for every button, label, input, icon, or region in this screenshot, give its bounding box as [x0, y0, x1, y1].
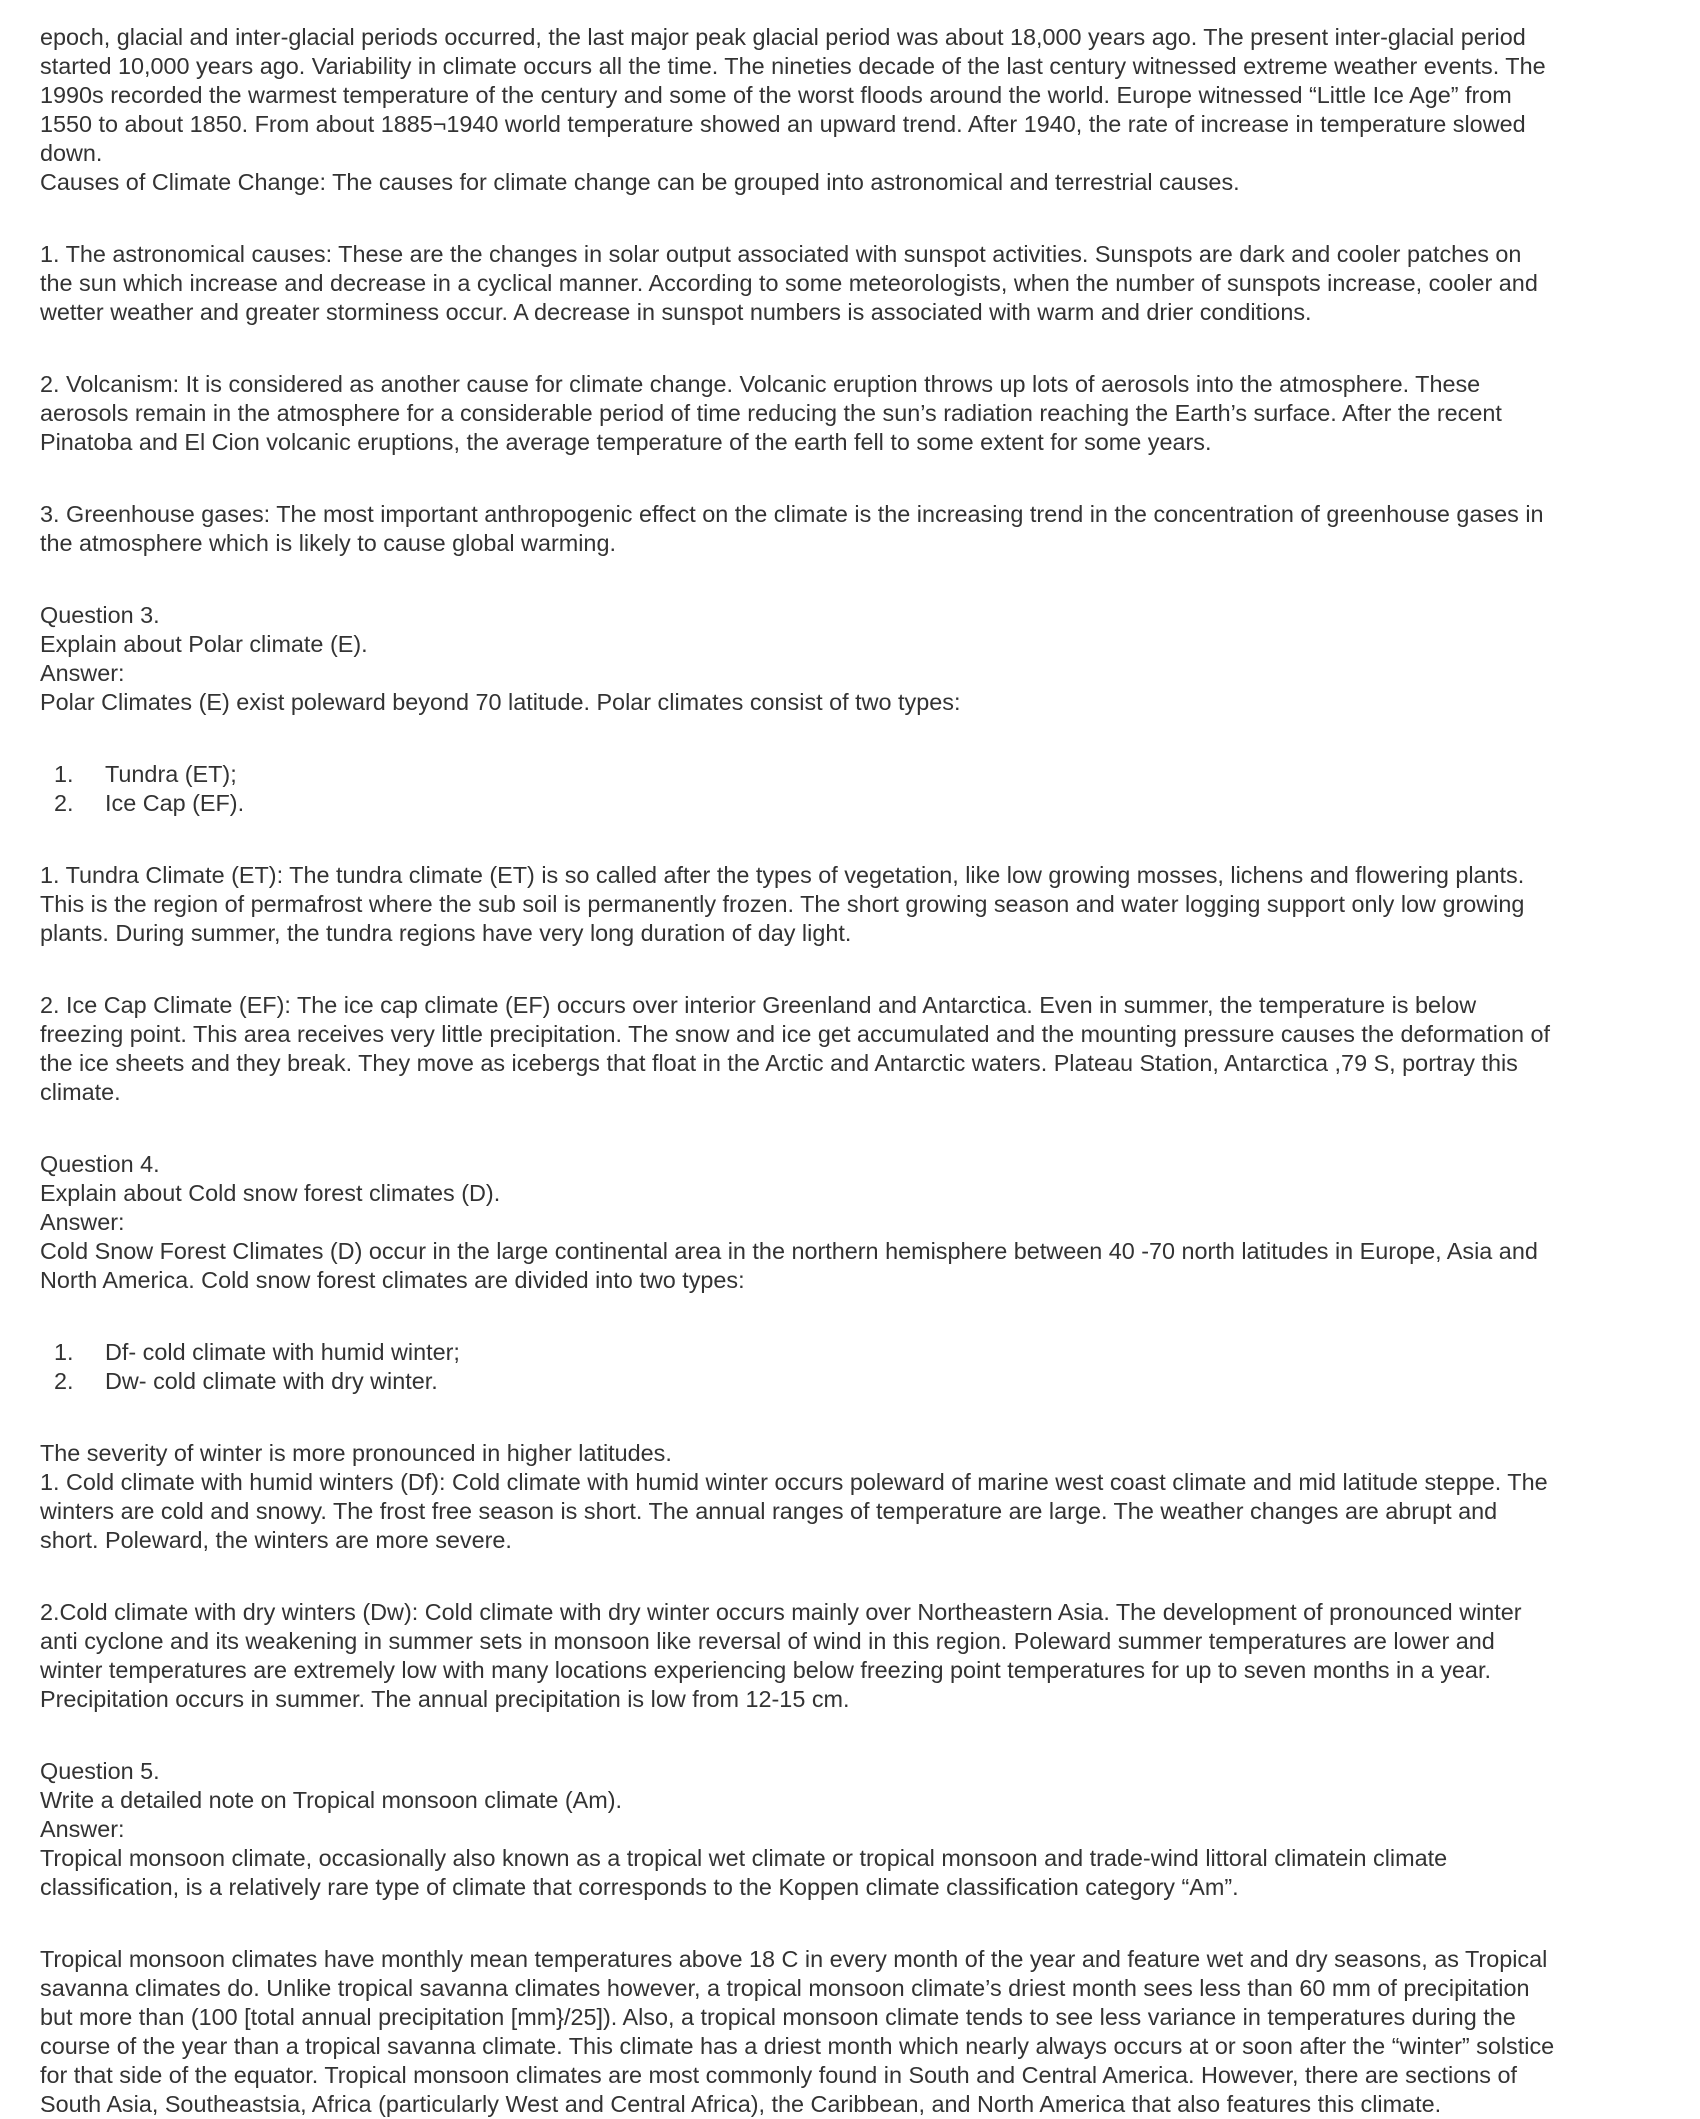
text-line: 3. Greenhouse gases: The most important anthropogenic effect on the climate is the increasing trend in the concentration of greenhouse gases in	[40, 501, 1544, 527]
list-item-marker: 1.	[54, 1339, 74, 1365]
text-line: classification, is a relatively rare type of climate that corresponds to the Koppen climate classification category “Am”.	[40, 1874, 1239, 1900]
text-line: down.	[40, 140, 103, 166]
greenhouse-gases-paragraph	[40, 500, 1660, 558]
text-line: Answer:	[40, 1816, 125, 1842]
text-line: Answer:	[40, 1209, 125, 1235]
list-item-text: Dw- cold climate with dry winter.	[105, 1368, 438, 1394]
text-line: the sun which increase and decrease in a cyclical manner. According to some meteorologists, when the number of sunspots increase, cooler and	[40, 270, 1538, 296]
dry-winter-paragraph	[40, 1598, 1660, 1714]
polar-climate-types-list	[40, 760, 1660, 818]
text-line: This is the region of permafrost where the sub soil is permanently frozen. The short growing season and water logging support only low growing	[40, 891, 1525, 917]
text-line: Tropical monsoon climate, occasionally also known as a tropical wet climate or tropical monsoon and trade-wind littoral climatein climate	[40, 1845, 1448, 1871]
text-line: 1. Cold climate with humid winters (Df): Cold climate with humid winter occurs poleward of marine west coast climate and mid latitude steppe. The	[40, 1469, 1548, 1495]
text-line: 2.Cold climate with dry winters (Dw): Cold climate with dry winter occurs mainly over Northeastern Asia. The development of pronounced winter	[40, 1599, 1522, 1625]
text-line: Write a detailed note on Tropical monsoon climate (Am).	[40, 1787, 623, 1813]
text-line: the ice sheets and they break. They move as icebergs that float in the Arctic and Antarctic waters. Plateau Station, Antarctica ,79 S, portray this	[40, 1050, 1518, 1076]
list-item	[40, 1367, 1660, 1396]
text-line: South Asia, Southeastsia, Africa (particularly West and Central Africa), the Caribbean, and North America that also features this climate.	[40, 2091, 1442, 2117]
list-item-text: Df- cold climate with humid winter;	[105, 1339, 460, 1365]
text-line: Tropical monsoon climates have monthly mean temperatures above 18 C in every month of the year and feature wet and dry seasons, as Tropical	[40, 1946, 1548, 1972]
text-line: Cold Snow Forest Climates (D) occur in the large continental area in the northern hemisphere between 40 -70 north latitudes in Europe, Asia and	[40, 1238, 1538, 1264]
text-line: 2. Ice Cap Climate (EF): The ice cap climate (EF) occurs over interior Greenland and Antarctica. Even in summer, the temperature is below	[40, 992, 1477, 1018]
list-item	[40, 760, 1660, 789]
text-line: winters are cold and snowy. The frost free season is short. The annual ranges of temperature are large. The weather changes are abrupt and	[40, 1498, 1498, 1524]
question-4-block	[40, 1150, 1660, 1295]
text-line: plants. During summer, the tundra regions have very long duration of day light.	[40, 920, 852, 946]
text-line: short. Poleward, the winters are more severe.	[40, 1527, 512, 1553]
question-5-block	[40, 1757, 1660, 1902]
list-item-marker: 2.	[54, 790, 74, 816]
text-line: Answer:	[40, 660, 125, 686]
cold-snow-forest-types-list	[40, 1338, 1660, 1396]
text-line: Causes of Climate Change: The causes for climate change can be grouped into astronomical and terrestrial causes.	[40, 169, 1240, 195]
tundra-climate-paragraph	[40, 861, 1660, 948]
text-line: Question 3.	[40, 602, 160, 628]
text-line: for that side of the equator. Tropical monsoon climates are most commonly found in South and Central America. However, there are sections of	[40, 2062, 1517, 2088]
text-line: aerosols remain in the atmosphere for a considerable period of time reducing the sun’s radiation reaching the Earth’s surface. After the recent	[40, 400, 1502, 426]
text-line: The severity of winter is more pronounced in higher latitudes.	[40, 1440, 672, 1466]
intro-paragraph	[40, 23, 1660, 197]
list-item-text: Ice Cap (EF).	[105, 790, 245, 816]
tropical-monsoon-paragraph	[40, 1945, 1660, 2119]
text-line: but more than (100 [total annual precipitation [mm}/25]). Also, a tropical monsoon climate tends to see less variance in temperatures during the	[40, 2004, 1516, 2030]
text-line: anti cyclone and its weakening in summer sets in monsoon like reversal of wind in this region. Poleward summer temperatures are lower and	[40, 1628, 1495, 1654]
text-line: 1550 to about 1850. From about 1885¬1940 world temperature showed an upward trend. After 1940, the rate of increase in temperature slowed	[40, 111, 1526, 137]
text-line: Precipitation occurs in summer. The annual precipitation is low from 12-15 cm.	[40, 1686, 850, 1712]
text-line: winter temperatures are extremely low with many locations experiencing below freezing point temperatures for up to seven months in a year.	[40, 1657, 1491, 1683]
text-line: freezing point. This area receives very little precipitation. The snow and ice get accumulated and the mounting pressure causes the deformation of	[40, 1021, 1550, 1047]
list-item-marker: 2.	[54, 1368, 74, 1394]
text-line: wetter weather and greater storminess occur. A decrease in sunspot numbers is associated with warm and drier conditions.	[40, 299, 1312, 325]
text-line: Explain about Cold snow forest climates (D).	[40, 1180, 501, 1206]
text-line: Polar Climates (E) exist poleward beyond 70 latitude. Polar climates consist of two types:	[40, 689, 961, 715]
astronomical-causes-paragraph	[40, 240, 1660, 327]
text-line: course of the year than a tropical savanna climate. This climate has a driest month which nearly always occurs at or soon after the “winter” solstice	[40, 2033, 1555, 2059]
question-3-block	[40, 601, 1660, 717]
text-line: Pinatoba and El Cion volcanic eruptions, the average temperature of the earth fell to some extent for some years.	[40, 429, 1212, 455]
text-line: North America. Cold snow forest climates are divided into two types:	[40, 1267, 745, 1293]
list-item-text: Tundra (ET);	[105, 761, 237, 787]
volcanism-paragraph	[40, 370, 1660, 457]
text-line: 2. Volcanism: It is considered as another cause for climate change. Volcanic eruption throws up lots of aerosols into the atmosphere. These	[40, 371, 1481, 397]
text-line: started 10,000 years ago. Variability in climate occurs all the time. The nineties decade of the last century witnessed extreme weather events. The	[40, 53, 1546, 79]
text-line: 1. The astronomical causes: These are the changes in solar output associated with sunspot activities. Sunspots are dark and cooler patches on	[40, 241, 1522, 267]
text-line: epoch, glacial and inter-glacial periods occurred, the last major peak glacial period was about 18,000 years ago. The present inter-glacial period	[40, 24, 1526, 50]
text-line: Explain about Polar climate (E).	[40, 631, 368, 657]
text-line: the atmosphere which is likely to cause global warming.	[40, 530, 616, 556]
list-item-marker: 1.	[54, 761, 74, 787]
ice-cap-climate-paragraph	[40, 991, 1660, 1107]
text-line: savanna climates do. Unlike tropical savanna climates however, a tropical monsoon climate’s driest month sees less than 60 mm of precipitation	[40, 1975, 1530, 2001]
text-line: climate.	[40, 1079, 121, 1105]
text-line: 1. Tundra Climate (ET): The tundra climate (ET) is so called after the types of vegetation, like low growing mosses, lichens and flowering plants.	[40, 862, 1525, 888]
humid-winter-paragraph	[40, 1439, 1660, 1555]
list-item	[40, 1338, 1660, 1367]
text-line: 1990s recorded the warmest temperature of the century and some of the worst floods around the world. Europe witnessed “Little Ice Age” from	[40, 82, 1512, 108]
document-body	[40, 23, 1660, 2119]
text-line: Question 5.	[40, 1758, 160, 1784]
list-item	[40, 789, 1660, 818]
text-line: Question 4.	[40, 1151, 160, 1177]
